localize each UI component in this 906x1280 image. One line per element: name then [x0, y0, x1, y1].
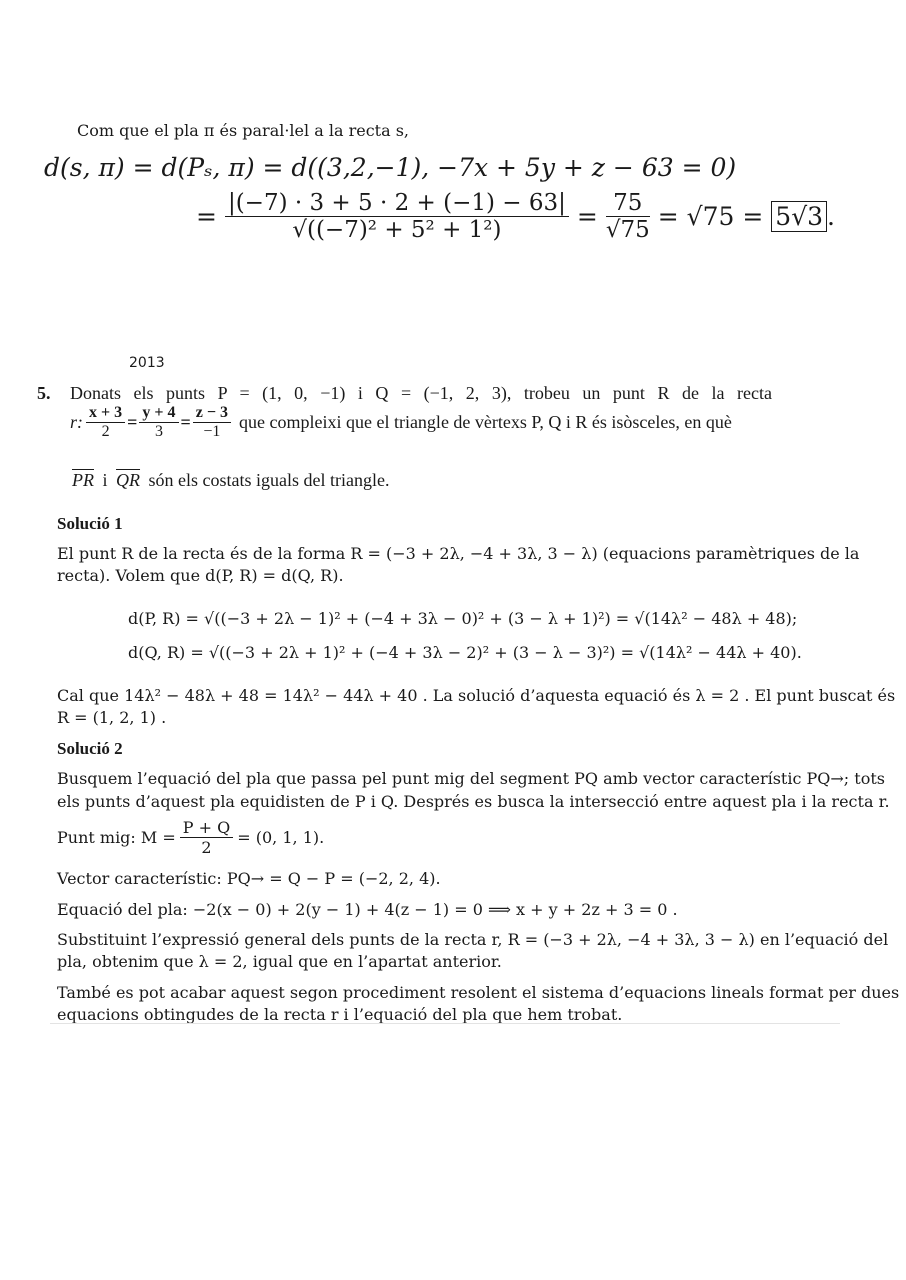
problem-text3: són els costats iguals del triangle. [148, 470, 390, 490]
recta-fraction-y [139, 404, 178, 441]
problem-text2: que compleixi que el triangle de vèrtexs P, Q i R és isòsceles, en què [239, 412, 732, 432]
midpoint-den: 2 [201, 838, 212, 857]
fraction-x-num: x + 3 [86, 404, 125, 423]
year-label: 2013 [129, 355, 165, 371]
recta-fraction-z [193, 404, 231, 441]
solution2-para-line1: Busquem l’equació del pla que passa pel punt mig del segment PQ amb vector característic PQ→; tots [57, 769, 885, 788]
fraction-y-den: 3 [154, 423, 163, 440]
equals-sign-a: = [127, 412, 138, 432]
intro-text: Com que el pla π és paral·lel a la recta s, [77, 121, 410, 140]
problem-statement-line1: Donats els punts P = (1, 0, −1) i Q = (−1, 2, 3), trobeu un punt R de la recta [70, 383, 772, 403]
connector-i: i [102, 470, 108, 490]
midpoint-label: Punt mig: M = [57, 828, 176, 847]
fraction-y-num: y + 4 [139, 404, 178, 423]
substitution-line1: Substituint l’expressió general dels punts de la recta r, R = (−3 + 2λ, −4 + 3λ, 3 − λ) en l’equació del [57, 930, 889, 949]
solution1-para-line1: El punt R de la recta és de la forma R = (−3 + 2λ, −4 + 3λ, 3 − λ) (equacions paramètriques de la [57, 544, 860, 563]
distance-fraction [225, 190, 569, 243]
simplified-fraction [606, 190, 650, 243]
solution1-title: Solució 1 [57, 514, 123, 533]
problem-statement-line3 [72, 470, 389, 491]
solution2-title: Solució 2 [57, 739, 123, 758]
midpoint-result: = (0, 1, 1). [237, 828, 325, 847]
fraction-x-den: 2 [101, 423, 110, 440]
segment-qr: $\overline{QR}$ [116, 470, 141, 490]
distance-equation-line2 [196, 190, 835, 243]
fraction-numerator-2: 75 [606, 190, 650, 217]
solution2-para-line2: els punts d’aquest pla equidisten de P i Q. Després es busca la intersecció entre aquest pla i la recta r. [57, 792, 890, 811]
plane-equation: Equació del pla: −2(x − 0) + 2(y − 1) + 4(z − 1) = 0 ⟹ x + y + 2z + 3 = 0 . [57, 900, 678, 919]
problem-number: 5. [37, 383, 51, 403]
sqrt-result: = √75 = [657, 202, 764, 231]
fraction-denominator: √((−7)² + 5² + 1²) [292, 217, 502, 243]
fraction-z-num: z − 3 [193, 404, 231, 423]
equals-sign-b: = [180, 412, 191, 432]
segment-pr: $\overline{PR}$ [72, 470, 94, 490]
midpoint-equation [57, 818, 324, 857]
equals-sign: = [196, 202, 217, 231]
bottom-divider [50, 1023, 840, 1024]
equals-sign-2: = [576, 202, 598, 231]
substitution-line2: pla, obtenim que λ = 2, igual que en l’apartat anterior. [57, 952, 502, 971]
midpoint-num: P + Q [180, 818, 233, 838]
midpoint-fraction [180, 818, 233, 857]
fraction-denominator-2: √75 [605, 217, 650, 243]
problem-statement-line2 [70, 404, 732, 441]
closing-line2: equacions obtingudes de la recta r i l’equació del pla que hem trobat. [57, 1005, 623, 1024]
characteristic-vector: Vector característic: PQ→ = Q − P = (−2, 2, 4). [57, 869, 441, 888]
distance-pr-equation: d(P, R) = √((−3 + 2λ − 1)² + (−4 + 3λ − 0)² + (3 − λ + 1)²) = √(14λ² − 48λ + 48); [128, 609, 798, 628]
final-answer-box: 5√3 [771, 201, 827, 232]
recta-fraction-x [86, 404, 125, 441]
fraction-numerator: |(−7) · 3 + 5 · 2 + (−1) − 63| [225, 190, 569, 217]
solution1-conclusion-line1: Cal que 14λ² − 48λ + 48 = 14λ² − 44λ + 40 . La solució d’aquesta equació és λ = 2 . El punt buscat és [57, 686, 896, 705]
solution1-para-line2: recta). Volem que d(P, R) = d(Q, R). [57, 566, 344, 585]
fraction-z-den: −1 [203, 423, 221, 440]
distance-qr-equation: d(Q, R) = √((−3 + 2λ + 1)² + (−4 + 3λ − 2)² + (3 − λ − 3)²) = √(14λ² − 44λ + 40). [128, 643, 802, 662]
solution1-conclusion-line2: R = (1, 2, 1) . [57, 708, 167, 727]
equation-period: . [827, 202, 835, 231]
recta-label: r: [70, 412, 83, 432]
distance-equation-line1: d(s, π) = d(Pₛ, π) = d((3,2,−1), −7x + 5y + z − 63 = 0) [44, 153, 737, 182]
closing-line1: També es pot acabar aquest segon procediment resolent el sistema d’equacions lineals format per dues [57, 983, 900, 1002]
